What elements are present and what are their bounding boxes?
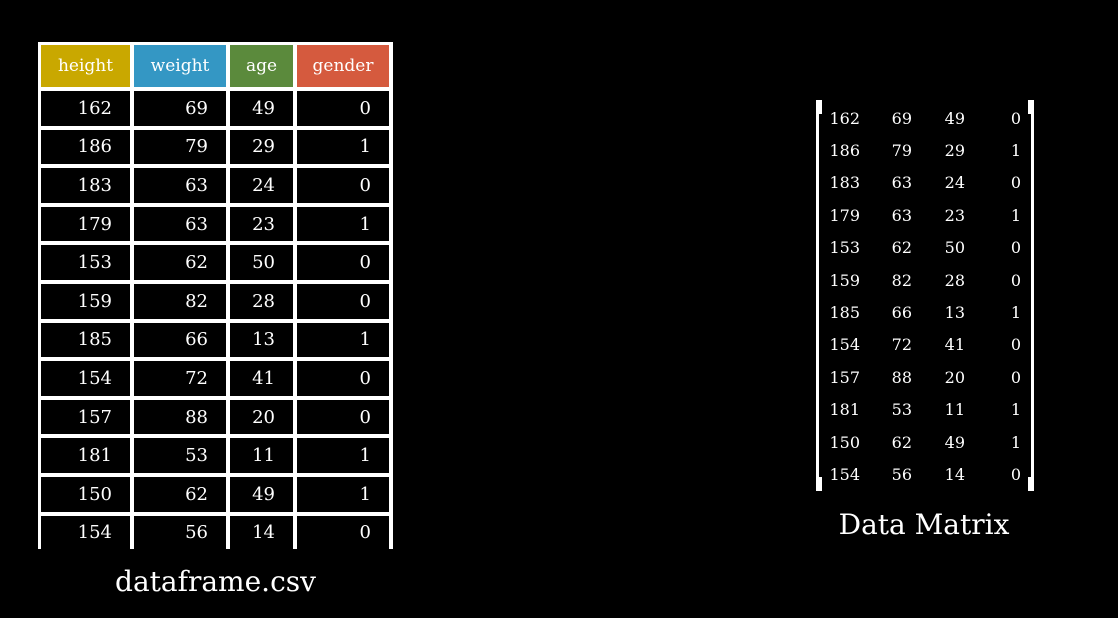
matrix-cell: 0	[1010, 173, 1021, 193]
matrix-cell: 49	[944, 108, 965, 128]
table-cell: 63	[134, 207, 226, 242]
matrix-cell: 150	[829, 432, 860, 452]
matrix-grid	[816, 102, 1034, 491]
matrix-cell: 79	[891, 141, 912, 161]
table-cell: 162	[41, 91, 130, 126]
matrix-row	[816, 426, 1034, 458]
column-header-gender: gender	[297, 45, 389, 87]
column-header-height: height	[41, 45, 130, 87]
table-cell: 24	[230, 168, 293, 203]
matrix-cell: 13	[944, 303, 965, 323]
matrix-row	[816, 102, 1034, 134]
matrix-cell: 185	[829, 303, 860, 323]
table-cell: 20	[230, 400, 293, 435]
matrix-cell: 1	[1010, 432, 1021, 452]
column-header-weight: weight	[134, 45, 226, 87]
matrix-cell: 0	[1010, 108, 1021, 128]
matrix-cell: 154	[829, 335, 860, 355]
matrix-cell: 1	[1010, 205, 1021, 225]
matrix-row	[816, 167, 1034, 199]
table-cell: 1	[297, 207, 389, 242]
table-cell: 0	[297, 284, 389, 319]
matrix-cell: 14	[944, 464, 965, 484]
matrix-row	[816, 264, 1034, 296]
table-cell: 13	[230, 323, 293, 358]
table-cell: 72	[134, 361, 226, 396]
matrix-cell: 179	[829, 205, 860, 225]
data-matrix	[816, 100, 1034, 491]
matrix-cell: 1	[1010, 303, 1021, 323]
matrix-cell: 72	[891, 335, 912, 355]
matrix-cell: 159	[829, 270, 860, 290]
table-cell: 63	[134, 168, 226, 203]
matrix-cell: 24	[944, 173, 965, 193]
table-cell: 82	[134, 284, 226, 319]
table-cell: 28	[230, 284, 293, 319]
matrix-cell: 66	[891, 303, 912, 323]
matrix-cell: 1	[1010, 400, 1021, 420]
table-cell: 154	[41, 361, 130, 396]
table-cell: 41	[230, 361, 293, 396]
table-cell: 150	[41, 477, 130, 512]
matrix-cell: 154	[829, 464, 860, 484]
matrix-cell: 28	[944, 270, 965, 290]
matrix-cell: 0	[1010, 238, 1021, 258]
table-cell: 66	[134, 323, 226, 358]
matrix-row	[816, 458, 1034, 490]
table-cell: 11	[230, 438, 293, 473]
matrix-row	[816, 232, 1034, 264]
matrix-cell: 63	[891, 205, 912, 225]
table-cell: 88	[134, 400, 226, 435]
table-cell: 0	[297, 91, 389, 126]
table-cell: 0	[297, 516, 389, 551]
table-cell: 69	[134, 91, 226, 126]
table-cell: 56	[134, 516, 226, 551]
table-cell: 62	[134, 245, 226, 280]
table-cell: 1	[297, 130, 389, 165]
table-cell: 23	[230, 207, 293, 242]
matrix-cell: 0	[1010, 367, 1021, 387]
matrix-cell: 162	[829, 108, 860, 128]
table-cell: 50	[230, 245, 293, 280]
matrix-cell: 186	[829, 141, 860, 161]
matrix-cell: 11	[944, 400, 965, 420]
table-cell: 179	[41, 207, 130, 242]
matrix-cell: 56	[891, 464, 912, 484]
matrix-cell: 157	[829, 367, 860, 387]
table-cell: 29	[230, 130, 293, 165]
matrix-cell: 153	[829, 238, 860, 258]
table-cell: 14	[230, 516, 293, 551]
matrix-cell: 53	[891, 400, 912, 420]
matrix-cell: 0	[1010, 270, 1021, 290]
matrix-cell: 49	[944, 432, 965, 452]
table-cell: 0	[297, 361, 389, 396]
table-cell: 0	[297, 168, 389, 203]
matrix-cell: 41	[944, 335, 965, 355]
table-cell: 49	[230, 477, 293, 512]
table-cell: 0	[297, 400, 389, 435]
matrix-cell: 88	[891, 367, 912, 387]
matrix-row	[816, 361, 1034, 393]
matrix-cell: 62	[891, 238, 912, 258]
table-cell: 49	[230, 91, 293, 126]
matrix-row	[816, 199, 1034, 231]
matrix-cell: 69	[891, 108, 912, 128]
matrix-caption: Data Matrix	[838, 508, 1010, 541]
matrix-cell: 0	[1010, 335, 1021, 355]
table-cell: 1	[297, 477, 389, 512]
dataframe-caption: dataframe.csv	[115, 565, 316, 598]
table-cell: 186	[41, 130, 130, 165]
matrix-cell: 23	[944, 205, 965, 225]
matrix-cell: 183	[829, 173, 860, 193]
table-cell: 62	[134, 477, 226, 512]
matrix-row	[816, 134, 1034, 166]
table-cell: 159	[41, 284, 130, 319]
matrix-row	[816, 329, 1034, 361]
matrix-cell: 20	[944, 367, 965, 387]
matrix-cell: 0	[1010, 464, 1021, 484]
matrix-cell: 1	[1010, 141, 1021, 161]
matrix-cell: 50	[944, 238, 965, 258]
table-cell: 1	[297, 323, 389, 358]
table-cell: 53	[134, 438, 226, 473]
matrix-cell: 181	[829, 400, 860, 420]
matrix-row	[816, 296, 1034, 328]
dataframe-table	[38, 42, 393, 549]
matrix-cell: 63	[891, 173, 912, 193]
table-cell: 157	[41, 400, 130, 435]
table-cell: 181	[41, 438, 130, 473]
table-cell: 79	[134, 130, 226, 165]
matrix-cell: 62	[891, 432, 912, 452]
matrix-row	[816, 394, 1034, 426]
table-cell: 154	[41, 516, 130, 551]
table-cell: 1	[297, 438, 389, 473]
table-cell: 183	[41, 168, 130, 203]
column-header-age: age	[230, 45, 293, 87]
table-cell: 0	[297, 245, 389, 280]
matrix-cell: 29	[944, 141, 965, 161]
table-cell: 153	[41, 245, 130, 280]
matrix-cell: 82	[891, 270, 912, 290]
table-cell: 185	[41, 323, 130, 358]
